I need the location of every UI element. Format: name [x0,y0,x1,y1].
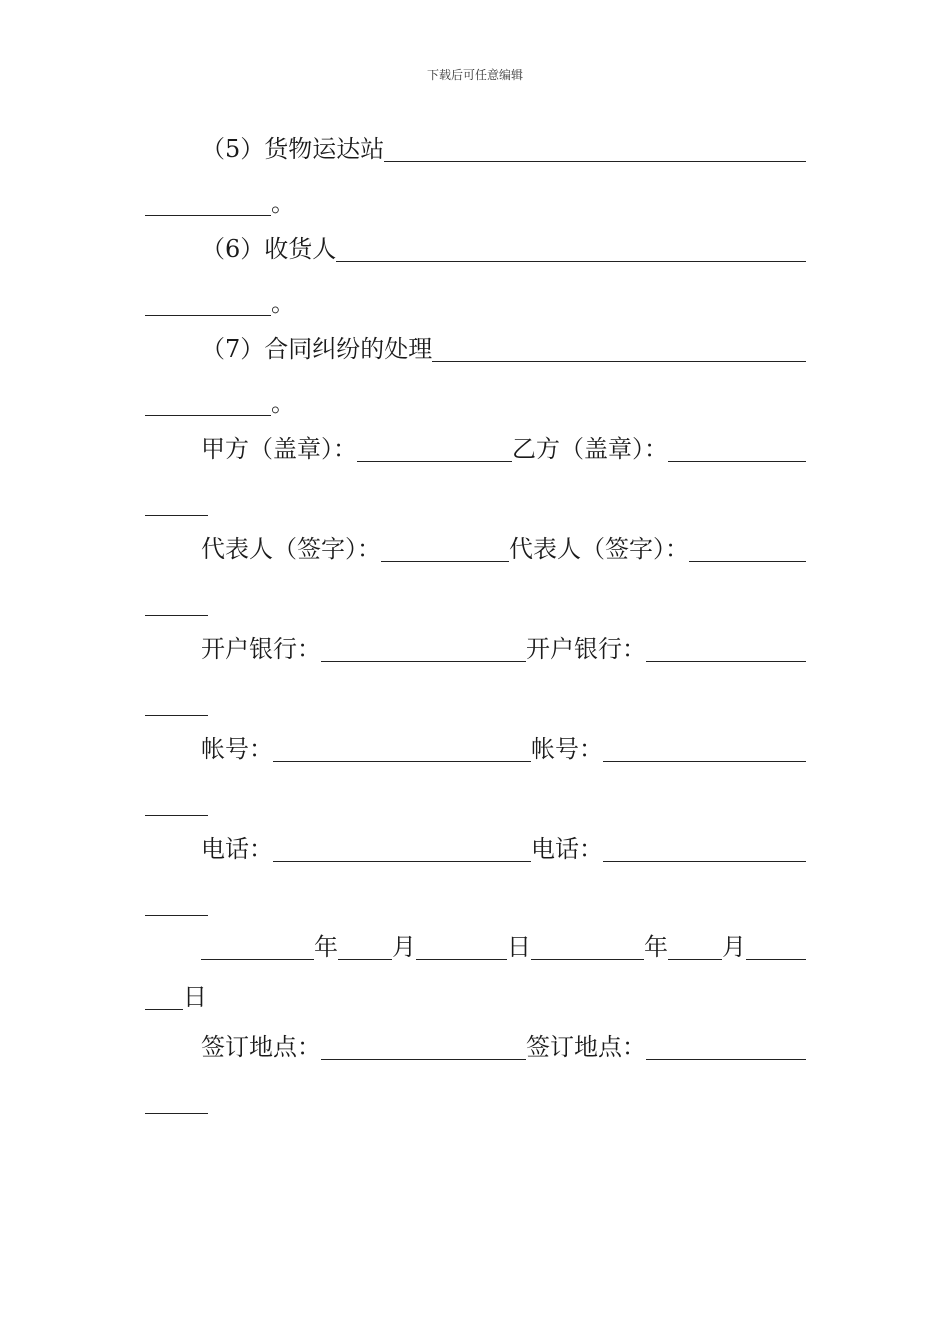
party-a-place-label: 签订地点： [201,1033,321,1061]
party-b-place-label: 签订地点： [526,1033,646,1061]
party-a-day-blank[interactable] [416,937,507,960]
item-6-label: （6）收货人 [201,235,337,263]
seal-line [145,434,806,464]
party-b-bank-blank-cont[interactable] [145,693,208,716]
party-b-account-blank[interactable] [603,739,806,762]
party-b-rep-blank-cont[interactable] [145,593,208,616]
party-a-seal-blank[interactable] [357,439,512,462]
item-6-blank-cont[interactable] [145,293,271,316]
party-b-year-label: 年 [644,933,668,961]
date-continuation [145,982,806,1012]
party-b-month-blank[interactable] [668,937,722,960]
party-a-month-label: 月 [392,933,416,961]
party-b-seal-label: 乙方（盖章）： [512,435,668,463]
item-7-label: （7）合同纠纷的处理 [201,335,433,363]
party-b-place-blank-cont[interactable] [145,1091,208,1114]
item-5-blank-cont[interactable] [145,193,271,216]
phone-line [145,834,806,864]
party-a-year-blank[interactable] [201,937,314,960]
item-7-end: 。 [271,389,295,417]
item-5-end: 。 [271,189,295,217]
account-line [145,734,806,764]
item-5-label: （5）货物运达站 [201,135,385,163]
item-5-blank[interactable] [384,139,806,162]
seal-continuation [145,488,806,518]
date-line [145,932,806,962]
party-b-seal-blank-cont[interactable] [145,493,208,516]
party-a-phone-label: 电话： [201,835,273,863]
bank-continuation [145,688,806,718]
item-6-end: 。 [271,289,295,317]
place-continuation [145,1086,806,1116]
page-header: 下载后可任意编辑 [426,68,523,82]
party-b-bank-blank[interactable] [646,639,806,662]
party-b-phone-blank[interactable] [603,839,806,862]
item-7-line [145,334,806,364]
rep-continuation [145,588,806,618]
item-7-blank-cont[interactable] [145,393,271,416]
party-a-year-label: 年 [314,933,338,961]
party-a-phone-blank[interactable] [273,839,531,862]
party-b-rep-label: 代表人（签字）： [509,535,689,563]
party-b-account-blank-cont[interactable] [145,793,208,816]
item-5-continuation [145,188,806,218]
item-6-continuation [145,288,806,318]
item-7-continuation [145,388,806,418]
party-b-day-blank-cont[interactable] [145,987,183,1010]
item-7-blank[interactable] [432,339,806,362]
party-b-account-label: 帐号： [531,735,603,763]
item-5-line [145,134,806,164]
party-a-rep-label: 代表人（签字）： [201,535,381,563]
bank-line [145,634,806,664]
party-b-day-blank[interactable] [746,937,806,960]
party-b-phone-blank-cont[interactable] [145,893,208,916]
party-a-rep-blank[interactable] [381,539,509,562]
item-6-line [145,234,806,264]
party-b-day-label: 日 [183,983,207,1011]
party-a-bank-label: 开户银行： [201,635,321,663]
party-a-account-label: 帐号： [201,735,273,763]
party-b-bank-label: 开户银行： [526,635,646,663]
phone-continuation [145,888,806,918]
party-b-year-blank[interactable] [531,937,644,960]
party-b-place-blank[interactable] [646,1037,806,1060]
place-line [145,1032,806,1062]
party-b-month-label: 月 [722,933,746,961]
party-a-bank-blank[interactable] [321,639,526,662]
party-b-phone-label: 电话： [531,835,603,863]
party-a-month-blank[interactable] [338,937,392,960]
party-b-seal-blank[interactable] [668,439,806,462]
party-a-day-label: 日 [507,933,531,961]
account-continuation [145,788,806,818]
rep-line [145,534,806,564]
party-a-seal-label: 甲方（盖章）： [201,435,357,463]
party-b-rep-blank[interactable] [689,539,806,562]
party-a-place-blank[interactable] [321,1037,526,1060]
item-6-blank[interactable] [336,239,806,262]
party-a-account-blank[interactable] [273,739,531,762]
